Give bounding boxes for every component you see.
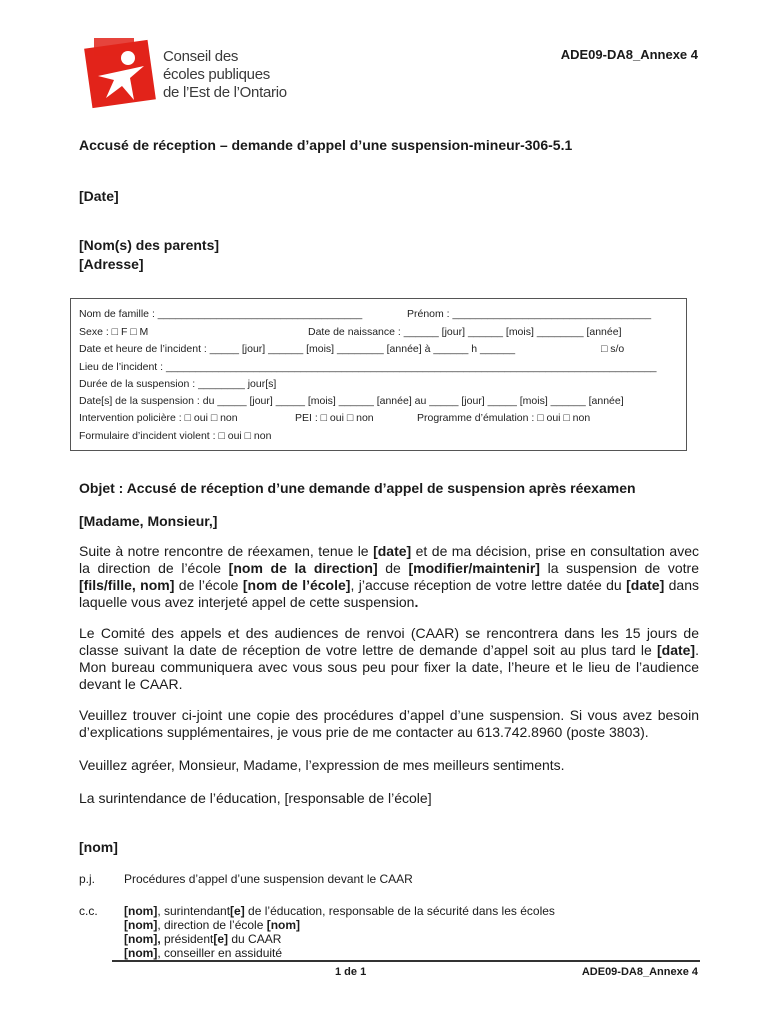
p2-text: . Mon bureau communiquera avec vous sous peu pour fixer la date, l’heure et le lieu de l’audience devant le CAAR. bbox=[79, 642, 699, 692]
student-info-box bbox=[70, 298, 687, 451]
p1-text: Suite à notre rencontre de réexamen, tenue le bbox=[79, 543, 374, 559]
logo-text bbox=[163, 48, 287, 102]
document-reference: ADE09-DA8_Annexe 4 bbox=[560, 47, 698, 62]
date-placeholder: [Date] bbox=[79, 188, 119, 204]
signature-name: [nom] bbox=[79, 839, 118, 855]
pei-field: PEI : □ oui □ non bbox=[295, 412, 374, 424]
cc-label: c.c. bbox=[79, 904, 98, 918]
last-name-field: Nom de famille : ___________________________________ bbox=[79, 308, 363, 320]
cc-list bbox=[124, 904, 555, 960]
salutation: [Madame, Monsieur,] bbox=[79, 513, 218, 529]
p2-bold: [date] bbox=[656, 642, 696, 658]
suspension-duration-field: Durée de la suspension : ________ jour[s] bbox=[79, 378, 277, 390]
logo-mark-icon bbox=[84, 36, 160, 110]
attachment-label: p.j. bbox=[79, 872, 96, 886]
parents-placeholder: [Nom(s) des parents] bbox=[79, 237, 220, 253]
violent-incident-form-field: Formulaire d’incident violent : □ oui □ non bbox=[79, 430, 272, 442]
letter-subject: Objet : Accusé de réception d’une demande d’appel de suspension après réexamen bbox=[79, 480, 636, 496]
first-name-field: Prénom : __________________________________ bbox=[407, 308, 652, 320]
p1-text: , j’accuse réception de votre lettre datée du bbox=[350, 577, 627, 593]
cc-item: [nom], surintendant[e] de l’éducation, responsable de la sécurité dans les écoles bbox=[124, 904, 555, 918]
logo-line-3: de l’Est de l’Ontario bbox=[163, 84, 287, 101]
logo-line-2: écoles publiques bbox=[163, 66, 270, 83]
footer-reference: ADE09-DA8_Annexe 4 bbox=[581, 966, 698, 978]
cc-item: [nom], direction de l’école [nom] bbox=[124, 918, 301, 932]
logo-line-1: Conseil des bbox=[163, 48, 239, 65]
cc-item: [nom], conseiller en assiduité bbox=[124, 946, 283, 960]
incident-na-checkbox: □ s/o bbox=[601, 343, 625, 355]
address-placeholder: [Adresse] bbox=[79, 256, 144, 272]
paragraph-4: Veuillez agréer, Monsieur, Madame, l’expression de mes meilleurs sentiments. bbox=[79, 757, 565, 773]
cc-item: [nom], président[e] du CAAR bbox=[124, 932, 282, 946]
p1-bold: [modifier/maintenir] bbox=[408, 560, 540, 576]
incident-datetime-field: Date et heure de l’incident : _____ [jour] ______ [mois] ________ [année] à ______ h ______ bbox=[79, 343, 516, 355]
p1-text: la suspension de votre bbox=[539, 560, 699, 576]
p1-bold: [date] bbox=[626, 577, 665, 593]
p1-bold: [fils/fille, nom] bbox=[79, 577, 175, 593]
suspension-dates-field: Date[s] de la suspension : du _____ [jour] _____ [mois] ______ [année] au _____ [jour] _____ [mois] ______ [année] bbox=[79, 395, 624, 407]
emulation-program-field: Programme d’émulation : □ oui □ non bbox=[417, 412, 591, 424]
p1-text: de bbox=[377, 560, 409, 576]
incident-location-field: Lieu de l’incident : ____________________________________________________________________________________ bbox=[79, 361, 657, 373]
p1-text: dans laquelle vous avez interjeté appel de cette suspension bbox=[79, 577, 700, 610]
recipient-block bbox=[79, 236, 219, 274]
document-title: Accusé de réception – demande d’appel d’une suspension-mineur-306-5.1 bbox=[79, 137, 573, 153]
birth-date-field: Date de naissance : ______ [jour] ______ [mois] ________ [année] bbox=[308, 326, 622, 338]
p1-text: de l’école bbox=[174, 577, 243, 593]
p1-text: et de ma décision, prise en consultation avec la direction de l’école bbox=[79, 543, 700, 576]
p1-bold: [nom de la direction] bbox=[228, 560, 378, 576]
signature-title: La surintendance de l’éducation, [responsable de l’école] bbox=[79, 790, 432, 806]
p1-bold: [date] bbox=[373, 543, 412, 559]
paragraph-2 bbox=[79, 625, 699, 693]
paragraph-1 bbox=[79, 543, 699, 611]
paragraph-3: Veuillez trouver ci-joint une copie des procédures d’appel d’une suspension. Si vous avez besoin d’explications supplémentaires, je vous prie de me contacter au 613.742.8960 (poste 3803). bbox=[79, 707, 699, 740]
page-number: 1 de 1 bbox=[335, 966, 367, 978]
footer-divider bbox=[112, 960, 700, 962]
p1-bold: [nom de l’école] bbox=[242, 577, 351, 593]
p2-text: Le Comité des appels et des audiences de renvoi (CAAR) se rencontrera dans les 15 jours de classe suivant la date de réception de votre lettre de demande d’appel soit au plus tard le bbox=[79, 625, 699, 658]
police-intervention-field: Intervention policière : □ oui □ non bbox=[79, 412, 238, 424]
sex-field: Sexe : □ F □ M bbox=[79, 326, 149, 338]
attachment-text: Procédures d’appel d’une suspension devant le CAAR bbox=[124, 872, 413, 886]
p1-bold: . bbox=[414, 594, 419, 610]
